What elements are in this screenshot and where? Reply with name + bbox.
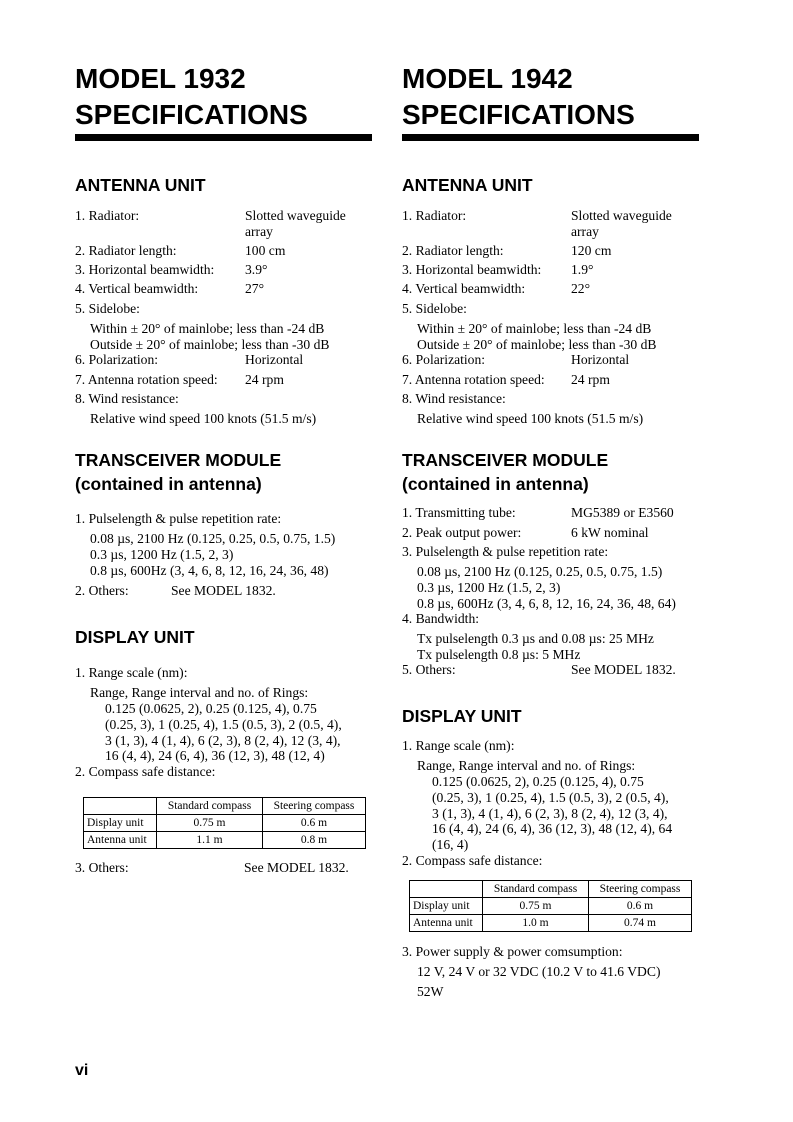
- display-unit-heading: DISPLAY UNIT: [402, 706, 522, 726]
- pulse-line-2: 0.3 µs, 1200 Hz (1.5, 2, 3): [90, 547, 234, 562]
- display-others-label: 3. Others:: [75, 860, 129, 875]
- table-header-steering: Steering compass: [262, 798, 365, 815]
- transceiver-others-label: 5. Others:: [402, 662, 456, 677]
- table-row: [84, 832, 366, 849]
- antenna-unit-heading: ANTENNA UNIT: [402, 175, 533, 195]
- radiator-value-cont: array: [571, 224, 599, 239]
- vertical-beamwidth-value: 22°: [571, 281, 591, 296]
- radiator-value: Slotted waveguide: [245, 208, 346, 223]
- range-line-3: 3 (1, 3), 4 (1, 4), 6 (2, 3), 8 (2, 4), 12 (3, 4),: [432, 806, 668, 821]
- vertical-beamwidth-label: 4. Vertical beamwidth:: [402, 281, 526, 296]
- transceiver-others-label: 2. Others:: [75, 583, 129, 598]
- table-row: [84, 815, 366, 832]
- wind-resistance-label: 8. Wind resistance:: [75, 391, 179, 406]
- range-line-4: 16 (4, 4), 24 (6, 4), 36 (12, 3), 48 (12, 4): [105, 748, 325, 763]
- pulse-line-3: 0.8 µs, 600Hz (3, 4, 6, 8, 12, 16, 24, 36, 48, 64): [417, 596, 676, 611]
- range-intro: Range, Range interval and no. of Rings:: [417, 758, 636, 773]
- pulse-line-1: 0.08 µs, 2100 Hz (0.125, 0.25, 0.5, 0.75, 1.5): [417, 564, 663, 579]
- power-supply-line-2: 52W: [417, 984, 444, 999]
- table-row-label: Antenna unit: [410, 915, 483, 932]
- power-supply-label: 3. Power supply & power comsumption:: [402, 944, 623, 959]
- table-cell: 1.1 m: [157, 832, 263, 849]
- table-cell: 0.75 m: [157, 815, 263, 832]
- table-cell: 0.75 m: [483, 898, 589, 915]
- range-intro: Range, Range interval and no. of Rings:: [90, 685, 309, 700]
- range-line-1: 0.125 (0.0625, 2), 0.25 (0.125, 4), 0.75: [432, 774, 644, 789]
- polarization-value: Horizontal: [571, 352, 630, 367]
- sidelobe-label: 5. Sidelobe:: [402, 301, 467, 316]
- title-line2: SPECIFICATIONS: [402, 99, 635, 130]
- table-row-label: Antenna unit: [84, 832, 157, 849]
- wind-resistance-label: 8. Wind resistance:: [402, 391, 506, 406]
- range-scale-label: 1. Range scale (nm):: [402, 738, 515, 753]
- title-rule: [402, 134, 699, 141]
- range-line-3: 3 (1, 3), 4 (1, 4), 6 (2, 3), 8 (2, 4), 12 (3, 4),: [105, 733, 341, 748]
- vertical-beamwidth-value: 27°: [245, 281, 265, 296]
- horizontal-beamwidth-label: 3. Horizontal beamwidth:: [75, 262, 215, 277]
- page-number: vi: [75, 1062, 89, 1079]
- table-header-row: [84, 798, 366, 815]
- range-line-4: 16 (4, 4), 24 (6, 4), 36 (12, 3), 48 (12, 4), 64: [432, 821, 673, 836]
- table-cell: 1.0 m: [483, 915, 589, 932]
- compass-distance-table: [409, 880, 692, 932]
- pulse-line-1: 0.08 µs, 2100 Hz (0.125, 0.25, 0.5, 0.75, 1.5): [90, 531, 336, 546]
- radiator-length-label: 2. Radiator length:: [402, 243, 504, 258]
- peak-output-power-value: 6 kW nominal: [571, 525, 649, 540]
- transceiver-module-subheading: (contained in antenna): [402, 474, 589, 494]
- sidelobe-label: 5. Sidelobe:: [75, 301, 140, 316]
- rotation-speed-value: 24 rpm: [245, 372, 284, 387]
- sidelobe-within: Within ± 20° of mainlobe; less than -24 dB: [417, 321, 652, 336]
- compass-safe-distance-label: 2. Compass safe distance:: [75, 764, 216, 779]
- table-row: [410, 898, 692, 915]
- bandwidth-line-2: Tx pulselength 0.8 µs: 5 MHz: [417, 647, 581, 662]
- sidelobe-outside: Outside ± 20° of mainlobe; less than -30 dB: [90, 337, 330, 352]
- page-title-model-1932: [75, 61, 372, 133]
- table-corner-cell: [84, 798, 157, 815]
- antenna-unit-heading: ANTENNA UNIT: [75, 175, 206, 195]
- bandwidth-line-1: Tx pulselength 0.3 µs and 0.08 µs: 25 MHz: [417, 631, 654, 646]
- range-line-2: (0.25, 3), 1 (0.25, 4), 1.5 (0.5, 3), 2 (0.5, 4),: [432, 790, 669, 805]
- wind-resistance-value: Relative wind speed 100 knots (51.5 m/s): [90, 411, 317, 426]
- radiator-label: 1. Radiator:: [75, 208, 140, 223]
- table-cell: 0.8 m: [262, 832, 365, 849]
- radiator-length-value: 120 cm: [571, 243, 612, 258]
- pulselength-label: 1. Pulselength & pulse repetition rate:: [75, 511, 282, 526]
- title-line2: SPECIFICATIONS: [75, 99, 308, 130]
- horizontal-beamwidth-value: 1.9°: [571, 262, 594, 277]
- compass-safe-distance-label: 2. Compass safe distance:: [402, 853, 543, 868]
- polarization-label: 6. Polarization:: [75, 352, 159, 367]
- compass-distance-table: [83, 797, 366, 849]
- table-header-steering: Steering compass: [588, 881, 691, 898]
- table-header-standard: Standard compass: [157, 798, 263, 815]
- radiator-label: 1. Radiator:: [402, 208, 467, 223]
- range-line-5: (16, 4): [432, 837, 469, 852]
- radiator-value: Slotted waveguide: [571, 208, 672, 223]
- radiator-length-label: 2. Radiator length:: [75, 243, 177, 258]
- sidelobe-within: Within ± 20° of mainlobe; less than -24 dB: [90, 321, 325, 336]
- rotation-speed-label: 7. Antenna rotation speed:: [402, 372, 545, 387]
- table-row-label: Display unit: [410, 898, 483, 915]
- table-cell: 0.6 m: [262, 815, 365, 832]
- bandwidth-label: 4. Bandwidth:: [402, 611, 480, 626]
- range-line-1: 0.125 (0.0625, 2), 0.25 (0.125, 4), 0.75: [105, 701, 317, 716]
- table-row: [410, 915, 692, 932]
- radiator-value-cont: array: [245, 224, 273, 239]
- table-header-standard: Standard compass: [483, 881, 589, 898]
- table-row-label: Display unit: [84, 815, 157, 832]
- range-scale-label: 1. Range scale (nm):: [75, 665, 188, 680]
- pulse-line-2: 0.3 µs, 1200 Hz (1.5, 2, 3): [417, 580, 561, 595]
- horizontal-beamwidth-value: 3.9°: [245, 262, 268, 277]
- sidelobe-outside: Outside ± 20° of mainlobe; less than -30 dB: [417, 337, 657, 352]
- table-header-row: [410, 881, 692, 898]
- rotation-speed-value: 24 rpm: [571, 372, 610, 387]
- transceiver-module-subheading: (contained in antenna): [75, 474, 262, 494]
- transceiver-module-heading: TRANSCEIVER MODULE: [75, 450, 282, 470]
- transmitting-tube-value: MG5389 or E3560: [571, 505, 674, 520]
- transceiver-others-value: See MODEL 1832.: [571, 662, 676, 677]
- rotation-speed-label: 7. Antenna rotation speed:: [75, 372, 218, 387]
- table-corner-cell: [410, 881, 483, 898]
- transceiver-module-heading: TRANSCEIVER MODULE: [402, 450, 609, 470]
- polarization-label: 6. Polarization:: [402, 352, 486, 367]
- power-supply-line-1: 12 V, 24 V or 32 VDC (10.2 V to 41.6 VDC): [417, 964, 661, 979]
- transceiver-others-value: See MODEL 1832.: [171, 583, 276, 598]
- pulse-line-3: 0.8 µs, 600Hz (3, 4, 6, 8, 12, 16, 24, 36, 48): [90, 563, 329, 578]
- peak-output-power-label: 2. Peak output power:: [402, 525, 522, 540]
- display-others-value: See MODEL 1832.: [244, 860, 349, 875]
- wind-resistance-value: Relative wind speed 100 knots (51.5 m/s): [417, 411, 644, 426]
- table-cell: 0.6 m: [588, 898, 691, 915]
- pulselength-label: 3. Pulselength & pulse repetition rate:: [402, 544, 609, 559]
- range-line-2: (0.25, 3), 1 (0.25, 4), 1.5 (0.5, 3), 2 (0.5, 4),: [105, 717, 342, 732]
- polarization-value: Horizontal: [245, 352, 304, 367]
- vertical-beamwidth-label: 4. Vertical beamwidth:: [75, 281, 199, 296]
- radiator-length-value: 100 cm: [245, 243, 286, 258]
- title-line1: MODEL 1932: [75, 63, 246, 94]
- title-rule: [75, 134, 372, 141]
- display-unit-heading: DISPLAY UNIT: [75, 627, 195, 647]
- page-title-model-1942: [402, 61, 699, 133]
- title-line1: MODEL 1942: [402, 63, 573, 94]
- horizontal-beamwidth-label: 3. Horizontal beamwidth:: [402, 262, 542, 277]
- transmitting-tube-label: 1. Transmitting tube:: [402, 505, 516, 520]
- table-cell: 0.74 m: [588, 915, 691, 932]
